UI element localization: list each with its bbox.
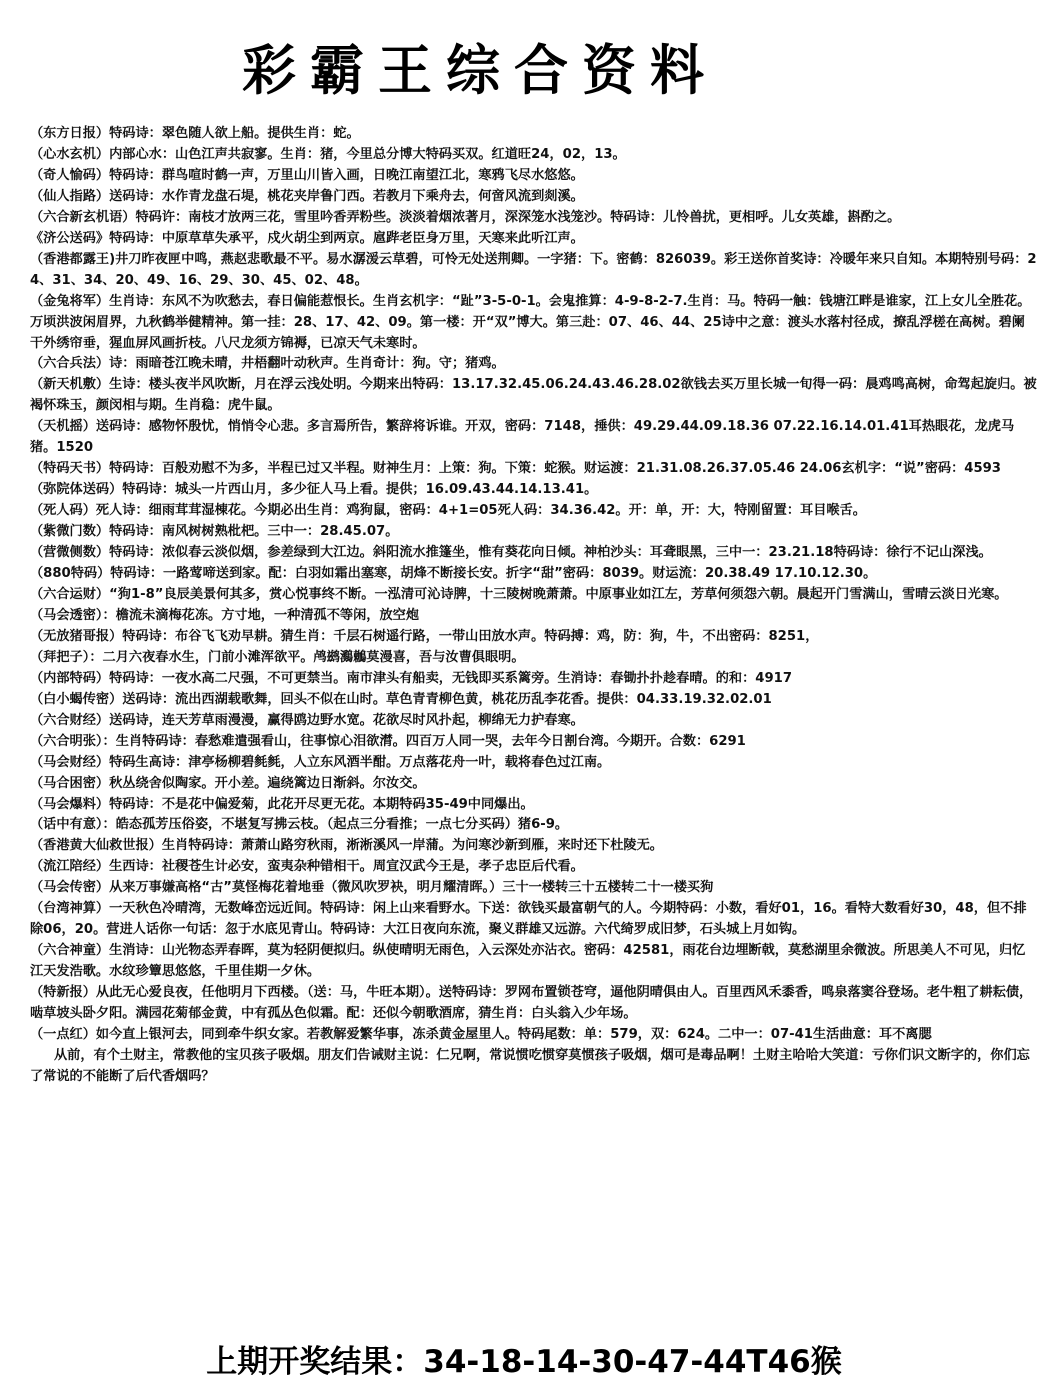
text-line: （六合财经）送码诗，连天芳草雨漫漫，赢得鸥边野水宽。花欲尽时风扑起，柳绵无力护春寒。 (30, 712, 584, 728)
draw-result: 上期开奖结果：34-18-14-30-47-44T46猴 (206, 1344, 842, 1380)
text-line: （马合困密）秋丛绕舍似陶家。开小差。遍绕篱边日渐斜。尔汝交。 (30, 775, 426, 791)
text-line: （营微侧数）特码诗：浓似春云淡似烟，参差绿到大江边。斜阳流水推篷坐，惟有葵花向日倾。神柏沙头：耳聋眼黑，三中一：23.21.18特码诗：徐行不记山深浅。 (30, 545, 992, 561)
story-paragraph: 从前，有个土财主，常教他的宝贝孩子吸烟。朋友们告诫财主说：仁兄啊，常说惯吃惯穿莫惯孩子吸烟，烟可是毒品啊！土财主哈哈大笑道：亏你们识文断字的，你们忘了常说的不能断了后代香烟吗？ (30, 1047, 1030, 1084)
text-line: （拜把子）：二月六夜春水生，门前小滩浑欲平。鸬鹚鸂鶒莫漫喜，吾与汝曹俱眼明。 (30, 649, 525, 665)
text-line: （流江陪经）生西诗：社稷苍生计必安，蛮夷杂种错相干。周宣汉武今王是，孝子忠臣后代看。 (30, 859, 584, 875)
text-line: （香港黄大仙救世报）生肖特码诗：萧萧山路穷秋雨，淅淅溪风一岸蒲。为问寒沙新到雁，来时还下杜陵无。 (30, 838, 663, 854)
page-title: 彩霸王综合资料 (242, 38, 718, 102)
text-line: （天机摇）送码诗：感物怀殷忧，悄悄令心悲。多言焉所告，繁辞将诉谁。开双，密码：7148，捶供：49.29.44.09.18.36 07.22.16.14.01.41耳热眼花，龙虎马猪。1520 (30, 419, 1015, 456)
text-line: （内部特码）特码诗：一夜水高二尺强，不可更禁当。南市津头有船卖，无钱即买系篱旁。生消诗：春锄扑扑趁春晴。的和：4917 (30, 670, 793, 686)
text-line: （仙人指路）送码诗：水作青龙盘石堤，桃花夹岸鲁门西。若教月下乘舟去，何啻风流到剡溪。 (30, 188, 584, 204)
text-line: （奇人愉码）特码诗：群鸟喧时鹤一声，万里山川皆入画，日晚江南望江北，寒鸦飞尽水悠悠。 (30, 167, 584, 183)
text-line: （话中有意）：皓态孤芳压俗姿，不堪复写拂云枝。（起点三分看推；一点七分买码）猪6-9。 (30, 817, 569, 833)
text-line: （马会财经）特码生高诗：津亭杨柳碧毵毵，人立东风酒半酣。万点落花舟一叶，载将春色过江南。 (30, 754, 611, 770)
text-line: （一点红）如今直上银河去，同到牵牛织女家。若教解爱繁华事，冻杀黄金屋里人。特码尾数：单：579，双：624。二中一：07-41生活曲意：耳不离腮 (30, 1026, 932, 1042)
text-line: （东方日报）特码诗：翠色随人欲上船。提供生肖：蛇。 (30, 126, 360, 141)
text-line: （马会透密）：檐流未滴梅花冻。方寸地，一种清孤不等闲，放空炮 (30, 607, 420, 623)
text-line: 《济公送码》特码诗：中原草草失承平，戍火胡尘到两京。扈跸老臣身万里，天寒来此听江声。 (30, 230, 584, 246)
text-line: （特码天书）特码诗：百般劝慰不为多，半程已过又半程。财神生月：上策：狗。下策：蛇猴。财运渡：21.31.08.26.37.05.46 24.06玄机字：“说”密码：4593 (30, 461, 1001, 477)
text-line: （金兔将军）生肖诗：东风不为吹愁去，春日偏能惹恨长。生肖玄机字：“趾”3-5-0-1。会鬼推算：4-9-8-2-7.生肖：马。特码一触：钱塘江畔是谁家，江上女儿全胜花。万顷洪波闲眉界，九秋鹤举健精神。第一挂：28、17、42、09。第一楼：开“双”博大。第三赴：07、46、44、25诗中之意：渡头水落村径成，撩乱浮槎在高树。碧阑干外绣帘垂，猩血屏风画折枝。八尺龙须方锦褥，已凉天气未寒时。 (30, 293, 1031, 351)
text-line: （弥院体送码）特码诗：城头一片西山月，多少征人马上看。提供；16.09.43.44.14.13.41。 (30, 482, 598, 498)
text-line: （心水玄机）内部心水：山色江声共寂寥。生肖：猪，今里总分博大特码买双。红道旺24，02，13。 (30, 146, 626, 162)
text-line: （新天机敷）生诗：楼头夜半风吹断，月在浮云浅处明。今期来出特码：13.17.32.45.06.24.43.46.28.02欲钱去买万里长城一旬得一码：晨鸡鸣高树，命驾起旋归。被褐怀珠玉，颜闵相与期。生肖稳：虎牛鼠。 (30, 377, 1037, 414)
document-body (30, 124, 1038, 1088)
text-line: （白小蝎传密）送码诗：流出西湖载歌舞，回头不似在山时。草色青青柳色黄，桃花历乱李花香。提供：04.33.19.32.02.01 (30, 691, 772, 707)
text-line: （马会传密）从来万事嫌高格“古”莫怪梅花着地垂（微风吹罗袂，明月耀清晖。）三十一楼转三十五楼转二十一楼买狗 (30, 880, 714, 896)
text-line: （880特码）特码诗：一路莺啼送到家。配：白羽如霜出塞寒，胡烽不断接长安。折字“甜”密码：8039。财运流：20.38.49 17.10.12.30。 (30, 566, 877, 582)
text-line: （六合兵法）诗：雨暗苍江晚未晴，井梧翻叶动秋声。生肖奇计：狗。守；猪鸡。 (30, 356, 505, 372)
text-line: （香港都露王)井刀昨夜匣中鸣，燕赵悲歌最不平。易水潺湲云草碧，可怜无处送荆卿。一字猪：下。密鹤：826039。彩王送你首奖诗：冷暖年来只自知。本期特别号码：24、31、34、20、49、16、29、30、45、02、48。 (30, 251, 1037, 288)
text-line: （死人码）死人诗：细雨茸茸湿棟花。今期必出生肖：鸡狗鼠，密码：4+1=05死人码：34.36.42。开：单，开：大，特刚留置：耳目喉舌。 (30, 503, 866, 519)
text-line: （六合明张）：生肖特码诗：春愁难遣强看山，往事惊心泪欲潸。四百万人同一哭，去年今日割台湾。今期开。合数：6291 (30, 733, 746, 749)
text-line: （六合新玄机语）特码许：南枝才放两三花，雪里吟香弄粉些。淡淡着烟浓著月，深深笼水浅笼沙。特码诗：儿怜兽扰，更相呼。儿女英雄，斟酌之。 (30, 209, 901, 225)
text-line: （六合神童）生消诗：山光物态弄春晖，莫为轻阴便拟归。纵使晴明无雨色，入云深处亦沾衣。密码：42581，雨花台边埋断戟，莫愁湖里余微波。所思美人不可见，归忆江天发浩歌。水纹珍簟思悠悠，千里佳期一夕休。 (30, 943, 1026, 980)
text-line: （特新报）从此无心爱良夜，任他明月下西楼。（送：马，牛旺本期）。送特码诗：罗网布置锁苍穹，逼他阴晴俱由人。百里西风禾黍香，鸣泉落窦谷登场。老牛粗了耕耘债，啮草坡头卧夕阳。满园花菊郁金黄，中有孤丛色似霜。配：还似今朝歌酒席，猜生肖：白头翁入少年场。 (30, 985, 1033, 1022)
text-line: （六合运财）“狗1-8”良辰美景何其多，赏心悦事终不断。一泓清可沁诗脾，十三陵树晚萧萧。中原事业如江左，芳草何须怨六朝。晨起开门雪满山，雪晴云淡日光寒。 (30, 586, 1008, 602)
text-line: （紫微门数）特码诗：南风树树熟枇杷。三中一：28.45.07。 (30, 524, 399, 540)
text-line: （台湾神算）一天秋色冷晴湾，无数峰峦远近间。特码诗：闲上山来看野水。下送：欲钱买最富朝气的人。今期特码：小数，看好01，16。看特大数看好30，48，但不排除06，20。营进人话你一句话：忽于水底见青山。特码诗：大江日夜向东流，聚义群雄又远游。六代绮罗成旧梦，石头城上月如钩。 (30, 901, 1027, 938)
text-line: （无放猪哥报）特码诗：布谷飞飞劝早耕。猜生肖：千层石树遥行路，一带山田放水声。特码搏：鸡，防：狗，牛，不出密码：8251， (30, 628, 819, 644)
text-line: （马会爆料）特码诗：不是花中偏爱菊，此花开尽更无花。本期特码35-49中同爆出。 (30, 796, 534, 812)
